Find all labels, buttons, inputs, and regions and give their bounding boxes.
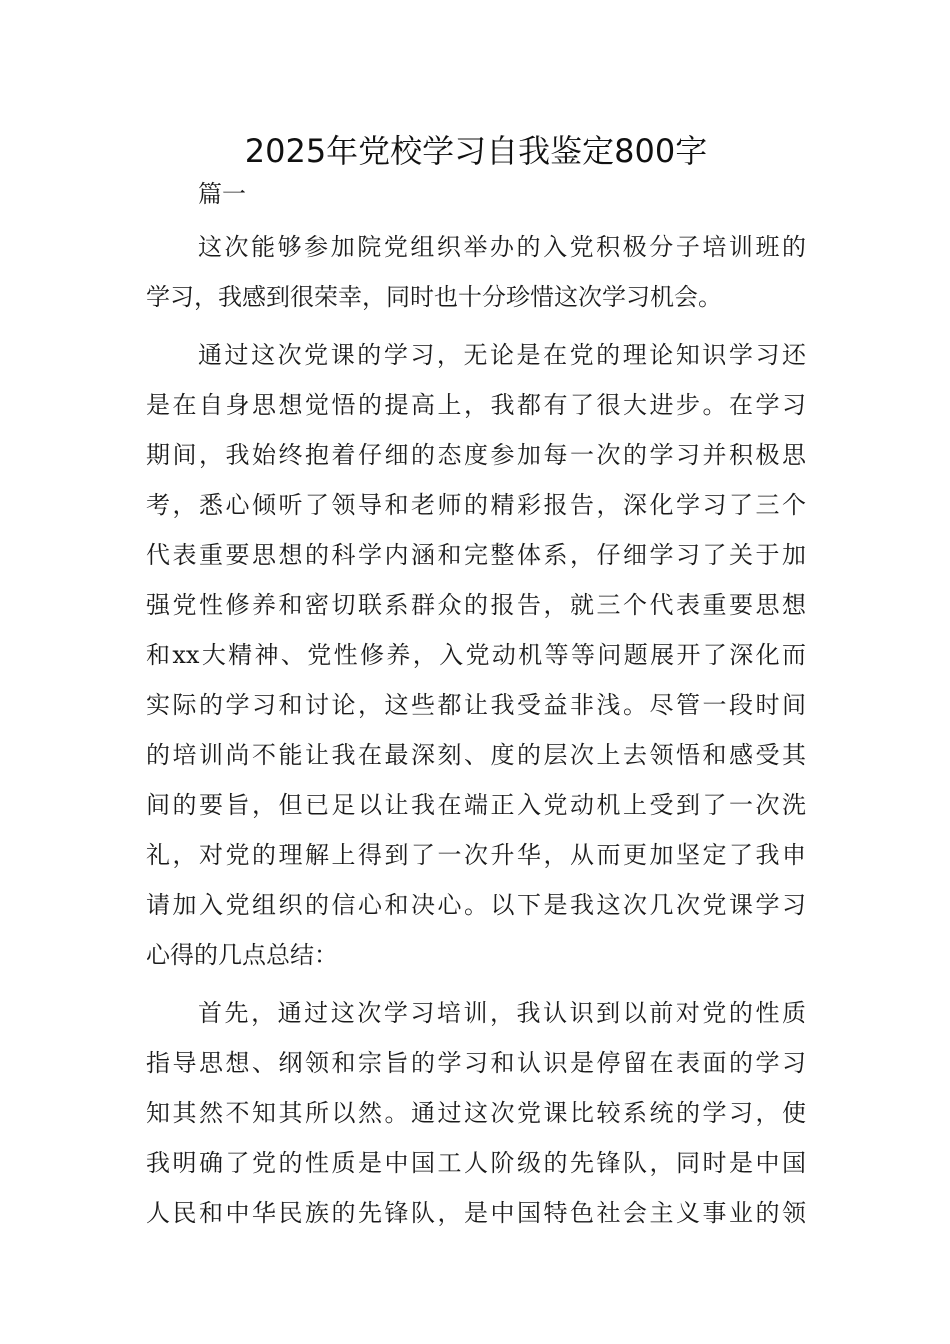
paragraph-line: 代表重要思想的科学内涵和完整体系，仔细学习了关于加	[146, 541, 806, 569]
paragraph-line: 心得的几点总结：	[146, 941, 338, 969]
paragraph-line: 人民和中华民族的先锋队，是中国特色社会主义事业的领	[146, 1199, 806, 1227]
paragraph-line: 这次能够参加院党组织举办的入党积极分子培训班的	[198, 233, 806, 261]
paragraph-line: 和xx大精神、党性修养，入党动机等等问题展开了深化而	[146, 641, 806, 669]
document-title: 2025年党校学习自我鉴定800字	[244, 132, 708, 170]
paragraph	[146, 330, 806, 980]
document-page	[146, 128, 806, 1238]
paragraph-line: 礼，对党的理解上得到了一次升华，从而更加坚定了我申	[146, 841, 806, 869]
paragraph-line: 知其然不知其所以然。通过这次党课比较系统的学习，使	[146, 1099, 806, 1127]
paragraph-line: 是在自身思想觉悟的提高上，我都有了很大进步。在学习	[146, 391, 806, 419]
paragraph-line: 学习，我感到很荣幸，同时也十分珍惜这次学习机会。	[146, 283, 722, 311]
paragraph-line: 间的要旨，但已足以让我在端正入党动机上受到了一次洗	[146, 791, 806, 819]
paragraph-line: 通过这次党课的学习，无论是在党的理论知识学习还	[198, 341, 806, 369]
paragraph-line: 强党性修养和密切联系群众的报告，就三个代表重要思想	[146, 591, 806, 619]
paragraph-line: 实际的学习和讨论，这些都让我受益非浅。尽管一段时间	[146, 691, 806, 719]
paragraph-line: 我明确了党的性质是中国工人阶级的先锋队，同时是中国	[146, 1149, 806, 1177]
paragraph-line: 的培训尚不能让我在最深刻、度的层次上去领悟和感受其	[146, 741, 806, 769]
document-body	[146, 222, 806, 1238]
paragraph-line: 指导思想、纲领和宗旨的学习和认识是停留在表面的学习	[146, 1049, 806, 1077]
paragraph-line: 首先，通过这次学习培训，我认识到以前对党的性质	[198, 999, 806, 1027]
paragraph-line: 考，悉心倾听了领导和老师的精彩报告，深化学习了三个	[146, 491, 806, 519]
section-label: 篇一	[198, 180, 246, 208]
paragraph-line: 期间，我始终抱着仔细的态度参加每一次的学习并积极思	[146, 441, 806, 469]
paragraph	[146, 222, 806, 322]
paragraph-line: 请加入党组织的信心和决心。以下是我这次几次党课学习	[146, 891, 806, 919]
paragraph	[146, 988, 806, 1238]
